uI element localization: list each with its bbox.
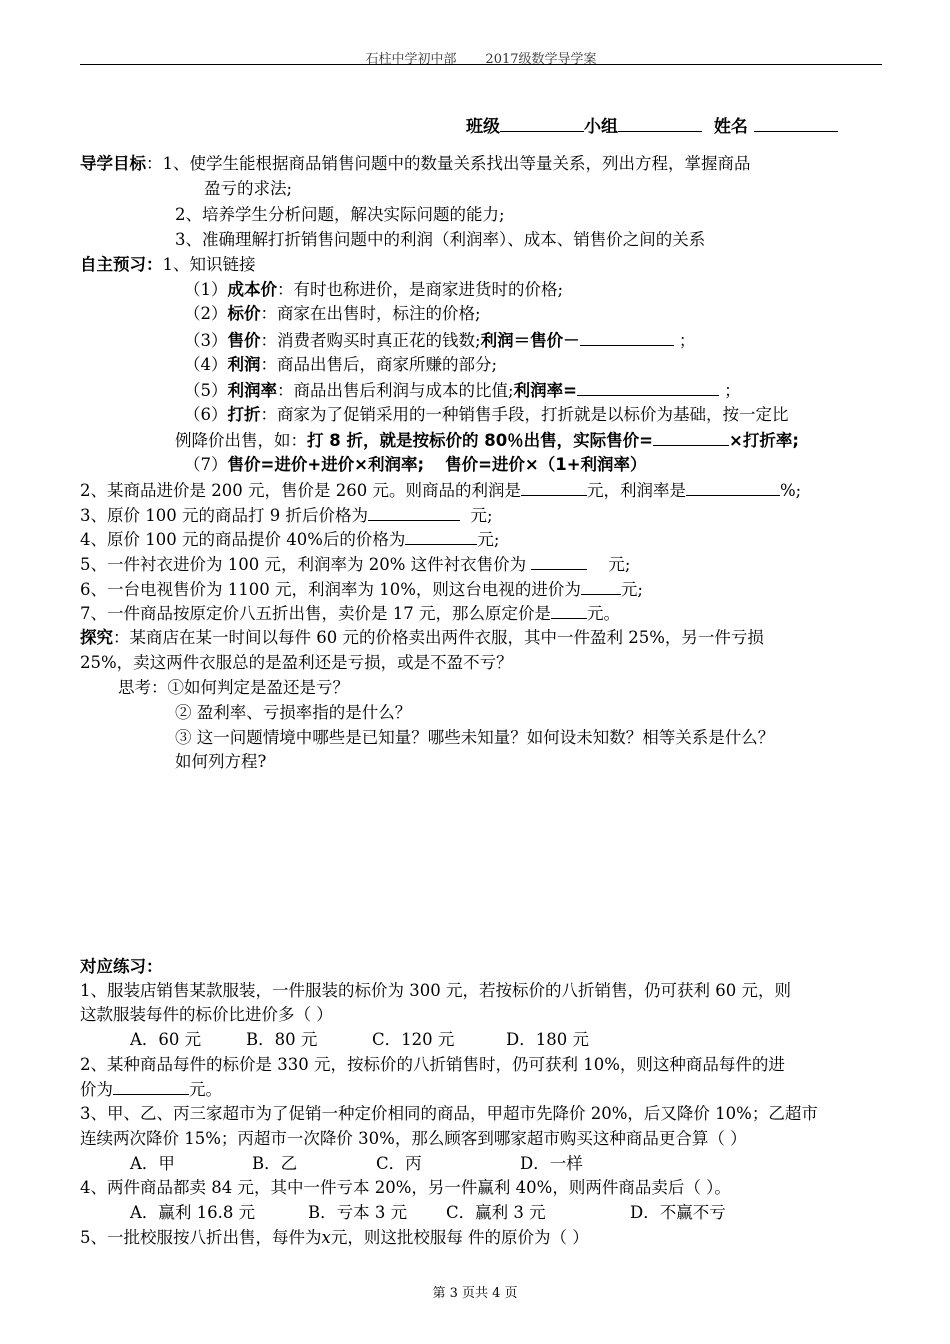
practice-3-line-2: 连续两次降价 15%；丙超市一次降价 30%，那么顾客到哪家超市购买这种商品更合算（ ） — [80, 1129, 747, 1148]
explore-line-2: 25%，卖这两件衣服总的是盈利还是亏损，或是不盈不亏？ — [80, 653, 513, 672]
preview-q7: 7、一件商品按原定价八五折出售，卖价是 17 元，那么原定价是 元。 — [80, 604, 620, 623]
practice-2-line-2: 价为 元。 — [80, 1080, 222, 1099]
formula-2: 售价=进价×（1+利润率） — [445, 455, 647, 474]
objectives-heading: 导学目标 — [80, 154, 146, 173]
practice-3-line-1: 3、甲、乙、丙三家超市为了促销一种定价相同的商品，甲超市先降价 20%，后又降价 10%；乙超市 — [80, 1104, 818, 1123]
objective-line-2 — [204, 178, 292, 200]
discount-blank[interactable] — [653, 429, 729, 446]
q2-blank-1[interactable] — [521, 479, 587, 496]
think-line-2: ② 盈利率、亏损率指的是什么？ — [175, 703, 412, 722]
q3-blank[interactable] — [368, 504, 460, 521]
page-footer: 第 3 页共 4 页 — [432, 1286, 518, 1301]
term-marked-price: 标价 — [227, 304, 261, 323]
header-school: 石柱中学初中部 — [365, 52, 457, 67]
preview-q2: 2、某商品进价是 200 元，售价是 260 元。则商品的利润是 元，利润率是 %; — [80, 481, 802, 500]
group-label: 小组 — [584, 117, 618, 137]
q2-blank-2[interactable] — [686, 479, 780, 496]
term-cost: 成本价 — [227, 280, 277, 299]
profit-blank[interactable] — [580, 329, 674, 346]
think-line-1: 思考：①如何判定是盈还是亏？ — [118, 678, 349, 697]
option-d[interactable]: D．一样 — [520, 1154, 583, 1173]
header-title: 2017级数学导学案 — [485, 52, 597, 67]
option-c[interactable]: C．丙 — [376, 1154, 422, 1173]
option-b[interactable]: B．亏本 3 元 — [308, 1203, 408, 1222]
objective-item: 2、培养学生分析问题，解决实际问题的能力; — [175, 205, 505, 224]
formula-1: 售价=进价+进价×利润率; — [227, 455, 425, 474]
think-line-3: ③ 这一问题情境中哪些是已知量？哪些未知量？如何设未知数？相等关系是什么？ — [175, 728, 775, 747]
practice-2-line-1: 2、某种商品每件的标价是 330 元，按标价的八折销售时，仍可获利 10%，则这种商品每件的进 — [80, 1055, 785, 1074]
knowledge-7: （7）售价=进价+进价×利润率; 售价=进价×（1+利润率） — [184, 455, 647, 474]
knowledge-3: （3）售价：消费者购买时真正花的钱数;利润＝售价－ ； — [184, 331, 696, 350]
explore-line-1: 探究：某商店在某一时间以每件 60 元的价格卖出两件衣服，其中一件盈利 25%，另一件亏损 — [80, 628, 764, 647]
preview-intro: 1、知识链接 — [162, 255, 256, 274]
objective-item: 3、准确理解打折销售问题中的利润（利润率）、成本、销售价之间的关系 — [175, 230, 706, 249]
profit-rate-blank[interactable] — [577, 379, 719, 396]
name-label: 姓名 — [713, 117, 748, 137]
explore-heading: 探究 — [80, 628, 113, 647]
preview-q6: 6、一台电视售价为 1100 元，利润率为 10%，则这台电视的进价为 元; — [80, 580, 643, 599]
q7-blank[interactable] — [551, 602, 587, 619]
knowledge-2: （2）标价：商家在出售时，标注的价格; — [184, 304, 481, 323]
variable-x: x — [321, 1228, 331, 1247]
option-a[interactable]: A．赢利 16.8 元 — [130, 1203, 256, 1222]
term-discount: 打折 — [227, 405, 261, 424]
think-line-4: 如何列方程? — [175, 752, 267, 771]
class-blank[interactable] — [500, 115, 584, 132]
knowledge-6-cont: 例降价出售，如：打 8 折，就是按标价的 80％出售，实际售价= ×打折率; — [175, 431, 799, 450]
practice-heading: 对应练习： — [80, 957, 163, 976]
preview-q5: 5、一件衬衣进价为 100 元，利润率为 20% 这件衬衣售价为 元; — [80, 555, 631, 574]
knowledge-4: （4）利润：商品出售后，商家所赚的部分; — [184, 355, 498, 374]
name-blank[interactable] — [754, 115, 838, 132]
option-a[interactable]: A．60 元 — [130, 1030, 202, 1049]
practice-1-line-2: 这款服装每件的标价比进价多（ ） — [80, 1005, 333, 1024]
profit-formula: 利润＝售价－ — [480, 331, 580, 350]
objective-item: 盈亏的求法; — [204, 179, 293, 198]
practice-1-options — [130, 1029, 589, 1051]
term-profit: 利润 — [227, 355, 261, 374]
term-profit-rate: 利润率 — [227, 381, 277, 400]
practice-5-line-1: 5、一批校服按八折出售，每件为x元，则这批校服每 件的原价为（ ） — [80, 1228, 589, 1247]
term-sale-price: 售价 — [227, 331, 261, 350]
option-c[interactable]: C．120 元 — [372, 1030, 455, 1049]
class-label: 班级 — [466, 117, 500, 137]
practice-3-options — [130, 1153, 583, 1175]
objective-line-1: 导学目标：1、使学生能根据商品销售问题中的数量关系找出等量关系，列出方程，掌握商品 — [80, 154, 751, 173]
group-blank[interactable] — [618, 115, 702, 132]
q4-blank[interactable] — [405, 528, 477, 545]
knowledge-6: （6）打折：商家为了促销采用的一种销售手段，打折就是以标价为基础，按一定比 — [184, 405, 789, 424]
preview-heading-line — [80, 254, 256, 276]
option-b[interactable]: B．80 元 — [246, 1030, 318, 1049]
practice-1-line-1: 1、服装店销售某款服装，一件服装的标价为 300 元，若按标价的八折销售，仍可获利 60 元，则 — [80, 981, 791, 1000]
header-rule — [80, 64, 882, 65]
discount-example: 打 8 折，就是按标价的 80％出售，实际售价= — [307, 431, 654, 450]
knowledge-5: （5）利润率：商品出售后利润与成本的比值;利润率= ； — [184, 381, 741, 400]
knowledge-1: （1）成本价：有时也称进价，是商家进货时的价格; — [184, 280, 564, 299]
objective-line-4 — [175, 229, 705, 251]
info-line — [466, 115, 838, 138]
p2-blank[interactable] — [113, 1078, 189, 1095]
objective-line-3 — [175, 204, 505, 226]
option-d[interactable]: D．不赢不亏 — [630, 1203, 726, 1222]
q6-blank[interactable] — [581, 578, 621, 595]
option-c[interactable]: C．赢利 3 元 — [446, 1203, 546, 1222]
option-d[interactable]: D．180 元 — [506, 1030, 589, 1049]
profit-rate-formula: 利润率= — [513, 381, 577, 400]
preview-q4: 4、原价 100 元的商品提价 40%后的价格为 元; — [80, 530, 500, 549]
option-b[interactable]: B．乙 — [252, 1154, 298, 1173]
think-label: 思考： — [118, 678, 168, 697]
q5-blank[interactable] — [531, 553, 587, 570]
preview-heading: 自主预习： — [80, 255, 163, 274]
option-a[interactable]: A．甲 — [130, 1154, 175, 1173]
practice-4-line-1: 4、两件商品都卖 84 元，其中一件亏本 20%，另一件赢利 40%，则两件商品卖后（ ）。 — [80, 1178, 731, 1197]
preview-q3: 3、原价 100 元的商品打 9 折后价格为 元; — [80, 506, 493, 525]
objective-item: 1、使学生能根据商品销售问题中的数量关系找出等量关系，列出方程，掌握商品 — [162, 154, 751, 173]
practice-4-options — [130, 1202, 726, 1224]
